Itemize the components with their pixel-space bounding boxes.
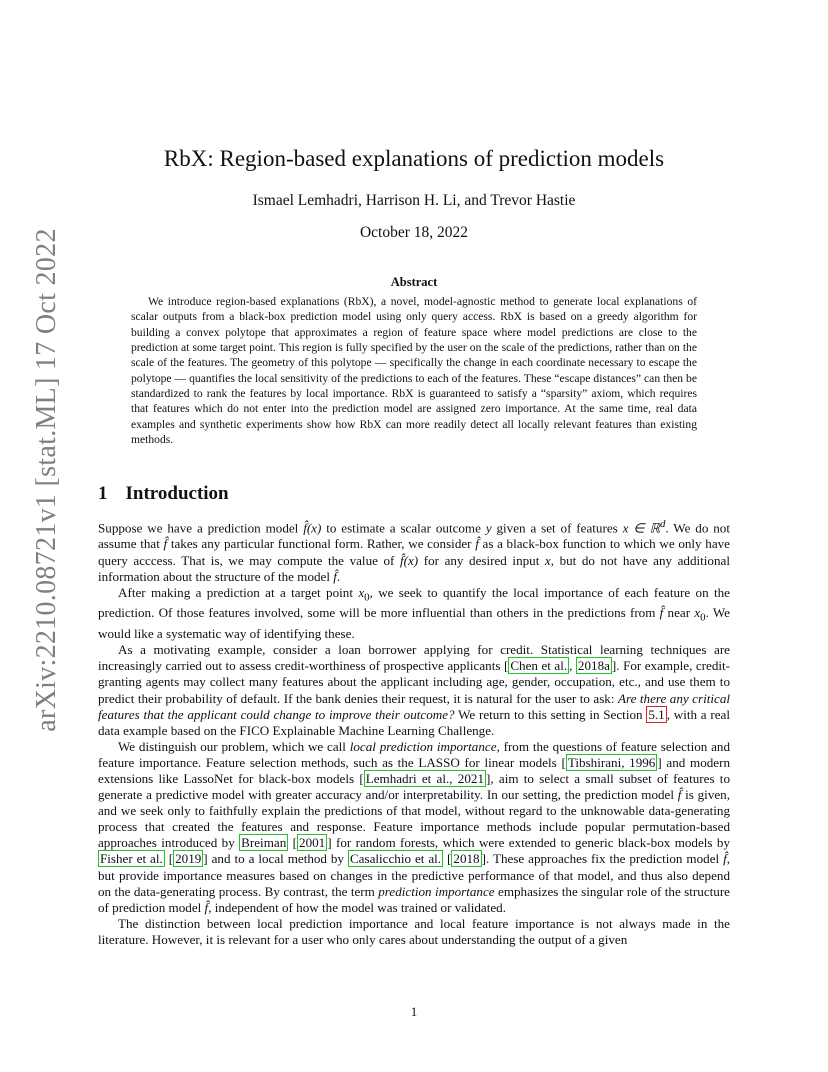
citation-link[interactable]: Fisher et al. — [100, 851, 163, 867]
paragraph-3: As a motivating example, consider a loan borrower applying for credit. Statistical learning techniques are increasingly carried out to assess credit-worthiness of prospective applicants [ Chen et al. , 2018a ]. For example, credit-granting agents may collect many features about the applicant including age, gender, occupation, etc., and use them to predict their probability of default. If the bank denies their request, it is natural for the user to ask: Are there any critical features that the applicant could change to improve their outcome? We return to this setting in Section 5.1 , with a real data example based on the FICO Explainable Machine Learning Challenge. — [98, 642, 731, 738]
citation-link[interactable]: Chen et al. — [510, 658, 568, 674]
citation-link[interactable]: Lemhadri et al., 2021 — [365, 770, 484, 786]
section-heading-introduction — [98, 483, 229, 505]
paragraph-2: After making a prediction at a target point $x_0$, we seek to quantify the local importance of each feature on the prediction. Of those features involved, some will be more influential than others in the predictions from f̂ near $x_0$. We would like a systematic way of identifying these. — [98, 584, 730, 642]
citation-link[interactable]: 2001 — [299, 835, 326, 851]
arxiv-identifier-stamp — [26, 228, 68, 732]
citation-link[interactable]: Tibshirani, 1996 — [567, 754, 656, 770]
paragraph-4: We distinguish our problem, which we call local prediction importance, from the questions of feature selection and feature importance. Feature selection methods, such as the LASSO for linear models [ Tibshirani, 1996 ] and modern extensions like LassoNet for black-box models [ Lemhadri et al., 2021 ], aim to select a small subset of features to generate a predictive model with greater accuracy and/or interpretability. In our setting, the prediction model f̂ is given, and we seek only to faithfully explain the predictions of that model, without regard to the unknowable data-generating process that created the features and response. Feature importance methods include popular permutation-based approaches introduced by Breiman [ 2001 ] for random forests, which were extended to generic black-box models by Fisher et al. [ 2019 ] and to a local method by Casalicchio et al. [ 2018 ]. These approaches fix the prediction model f̂, but provide importance measures based on changes in the predictive performance of that model, and thus also depend on the data-generating process. By contrast, the term prediction importance emphasizes the singular role of the structure of prediction model f̂, independent of how the model was trained or validated. — [98, 738, 731, 915]
citation-link[interactable]: 2019 — [175, 851, 202, 867]
paragraph-5: The distinction between local prediction importance and local feature importance is not always made in the literature. However, it is relevant for a user who only cares about understanding the output of a given — [98, 915, 730, 947]
paper-date: October 18, 2022 — [359, 224, 469, 241]
section-number: 1 — [98, 483, 108, 504]
paragraph-1: Suppose we have a prediction model f̂(x) to estimate a scalar outcome y given a set of features x ∈ ℝ$^d$. We do not assume that f̂ takes any particular functional form. Rather, we consider f̂ as a black-box function to which we only have query acccess. That is, we may compute the value of f̂(x) for any desired input x, but do not have any additional information about the structure of the model f̂. — [98, 518, 730, 584]
abstract-text: We introduce region-based explanations (RbX), a novel, model-agnostic method to generate local explanations of scalar outputs from a black-box prediction model using only query access. RbX is based on a greedy algorithm for building a convex polytope that approximates a region of feature space where model predictions are close to the prediction at some target point. This region is fully specified by the user on the scale of the predictions, rather than on the scale of the features. The geometry of this polytope — specifically the change in each coordinate necessary to escape the polytope — quantifies the local sensitivity of the predictions to each of the features. These “escape distances” can then be standardized to rank the features by local importance. RbX is guaranteed to satisfy a “sparsity” axiom, which requires that features which do not enter into the prediction model are assigned zero importance. At the same time, real data examples and synthetic experiments show how RbX can more readily detect all locally relevant features than existing methods. — [131, 295, 697, 447]
citation-link[interactable]: Casalicchio et al. — [349, 851, 442, 867]
citation-link[interactable]: 2018a — [577, 658, 610, 674]
page-number: 1 — [410, 1004, 418, 1019]
citation-link[interactable]: Breiman — [241, 835, 287, 851]
introduction-body — [98, 516, 730, 948]
section-reference-link[interactable]: 5.1 — [648, 706, 665, 722]
abstract-heading: Abstract — [390, 275, 438, 289]
citation-link[interactable]: 2018 — [453, 851, 480, 867]
paper-authors: Ismael Lemhadri, Harrison H. Li, and Trevor Hastie — [252, 192, 576, 209]
paper-title: RbX: Region-based explanations of prediction models — [163, 146, 665, 171]
arxiv-identifier-text: arXiv:2210.08721v1 [stat.ML] 17 Oct 2022 — [31, 228, 62, 732]
section-title: Introduction — [125, 483, 229, 504]
